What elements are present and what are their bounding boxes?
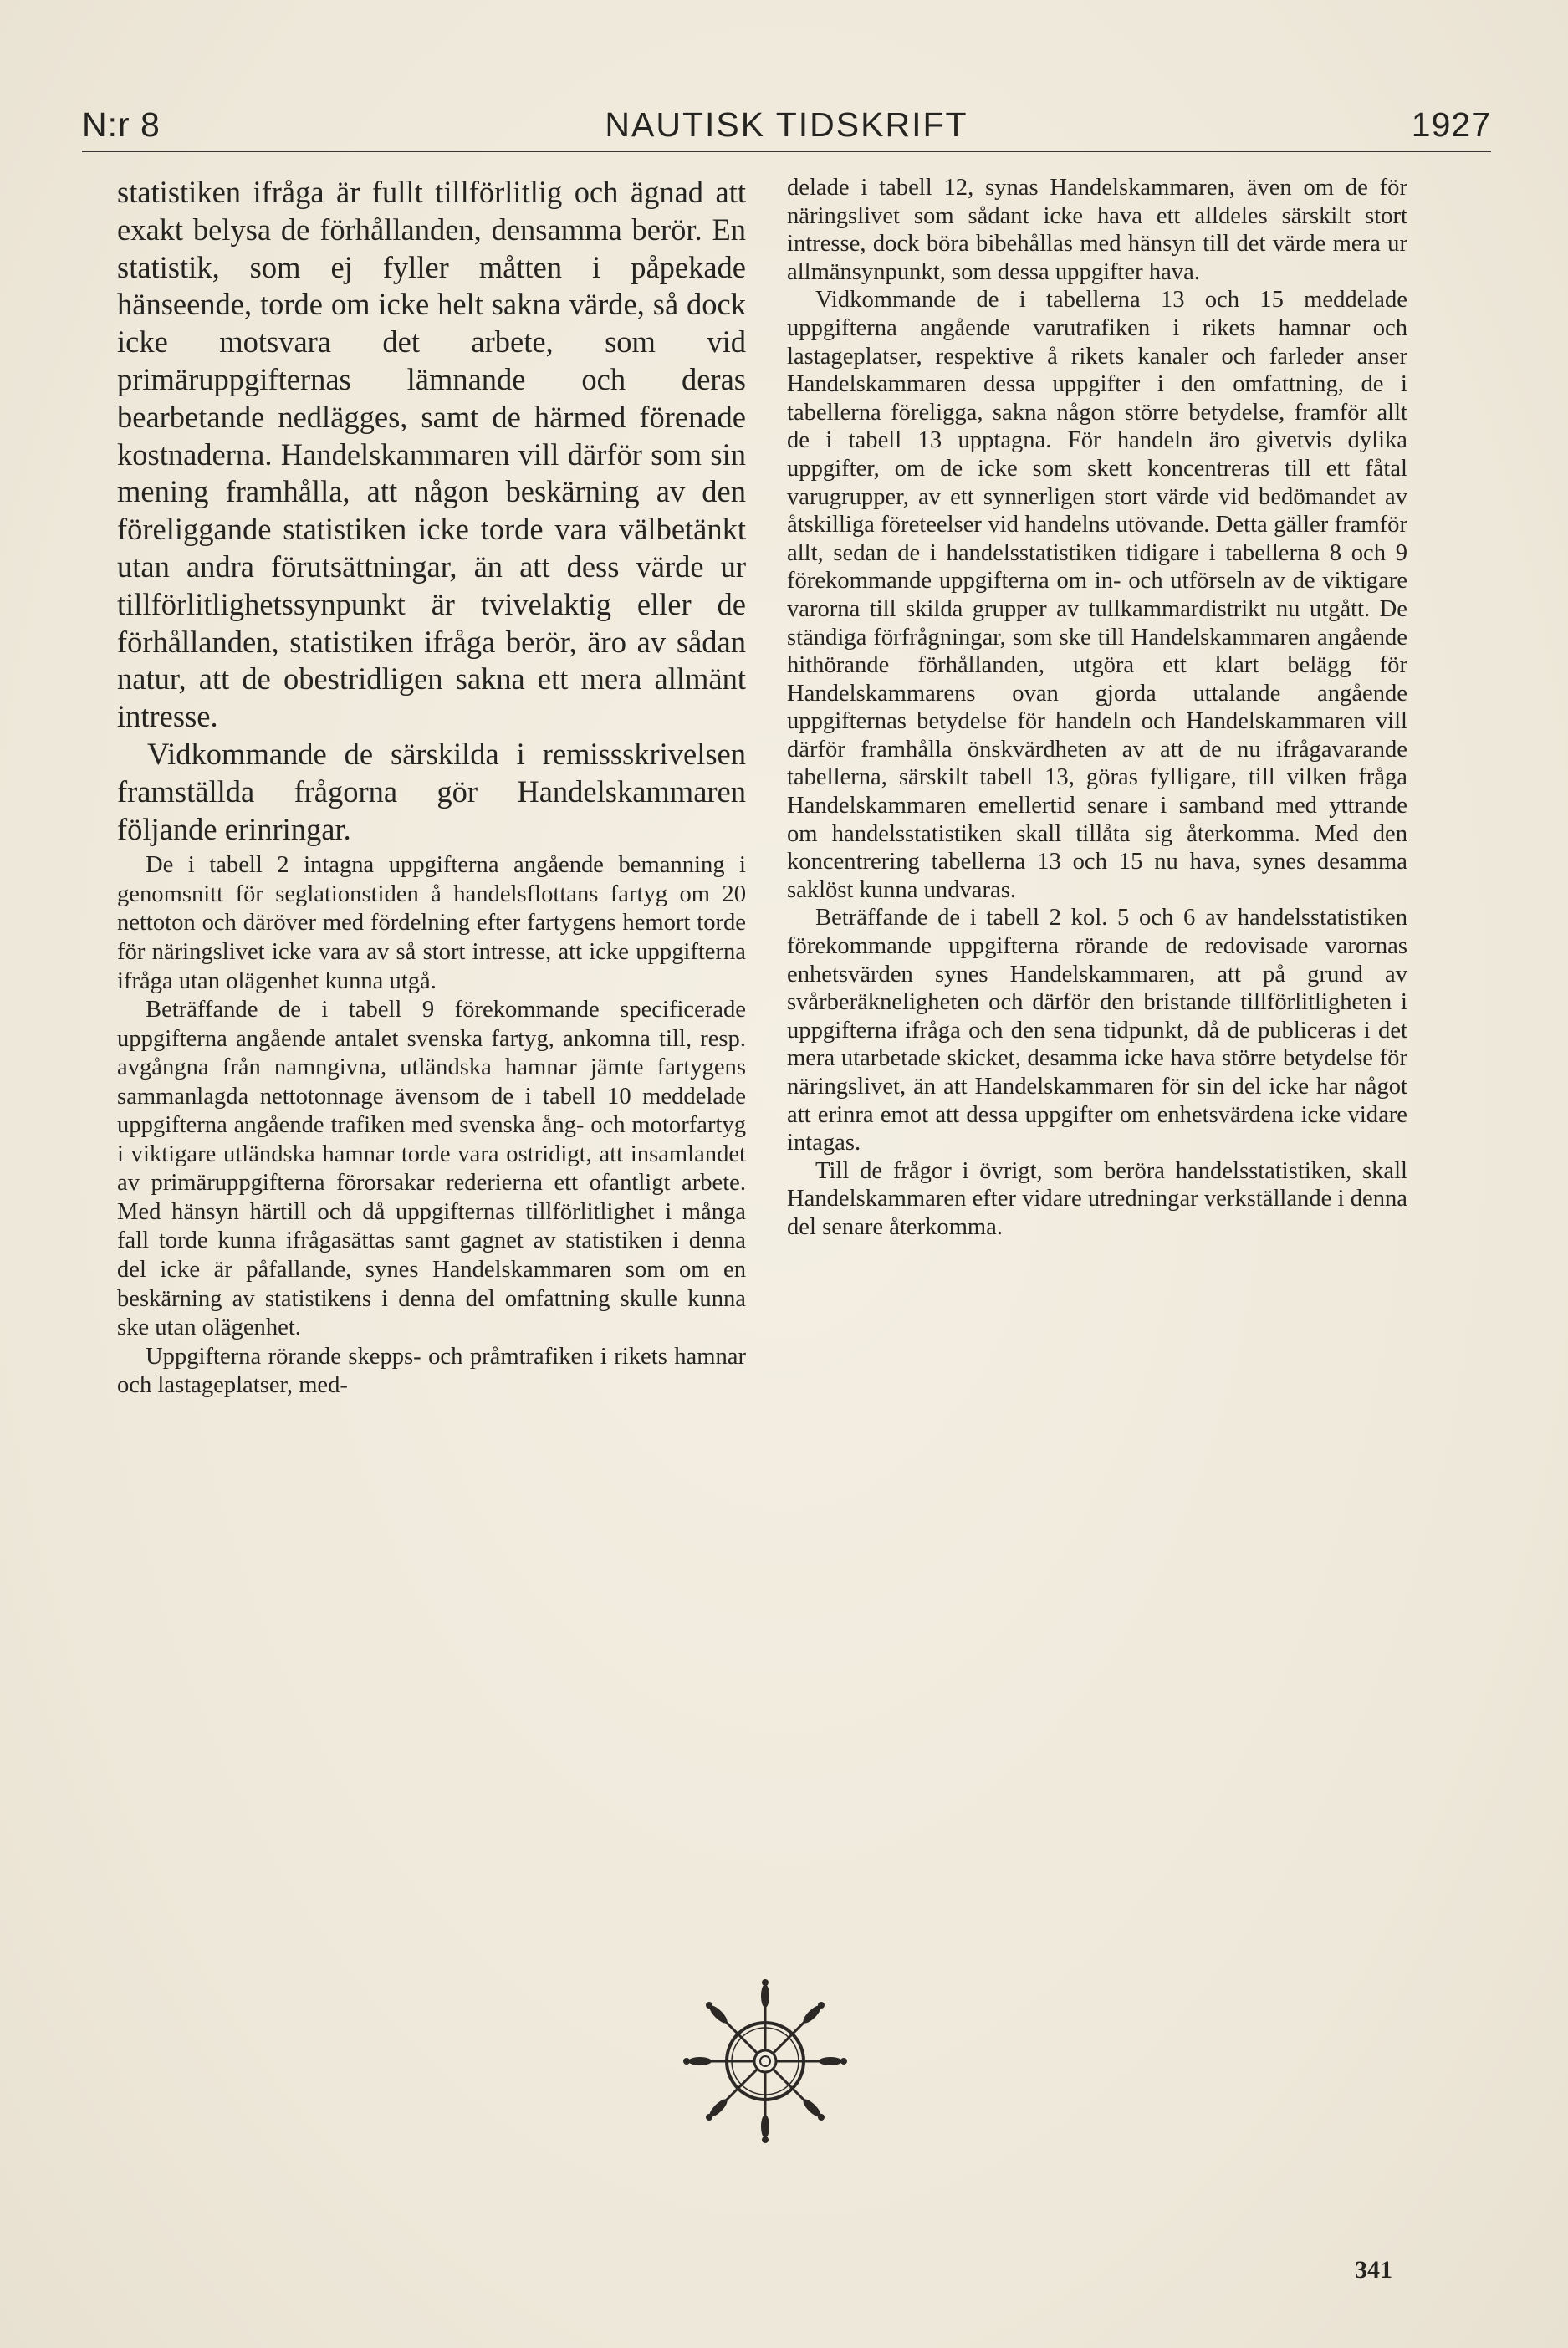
- issue-number: N:r 8: [82, 105, 161, 144]
- paragraph: Beträffande de i tabell 9 förekommande specificerade uppgifterna angående antalet svenska fartyg, ankomna till, resp. avgångna från namngivna, utländska hamnar jämte fartygens sammanlagda nettotonnage ävensom de i tabell 10 meddelade uppgifterna angående trafiken med svenska ång- och motorfartyg i viktigare utländska hamnar torde vara ostridigt, att insamlandet av primäruppgifterna förorsakar rederierna ett ofantligt arbete. Med hänsyn härtill och då uppgifternas tillförlitlighet i många fall torde kunna ifrågasättas samt gagnet av statistiken i denna del icke är påfallande, synes Handelskammaren som om en beskärning av statistikens i denna del omfattning skulle kunna ske utan olägenhet.: [117, 997, 746, 1341]
- ships-wheel-icon: [682, 1978, 849, 2145]
- paragraph: Beträffande de i tabell 2 kol. 5 och 6 av handelsstatistiken förekommande uppgifterna rörande de redovisade varornas enhetsvärden synes Handelskammaren, att på grund av svårberäkneligheten och därför den bristande tillförlitligheten i uppgifterna ifråga och den sena tidpunkt, då de publiceras i det mera utarbetade skicket, desamma icke hava större betydelse för näringslivet, än att Handelskammaren för sin del icke har något att erinra emot att dessa uppgifter om enhetsvärdena icke vidare intagas.: [787, 905, 1407, 1156]
- paragraph: Uppgifterna rörande skepps- och pråmtrafiken i rikets hamnar och lastageplatser, med-: [117, 1343, 746, 1399]
- paragraph: Vidkommande de i tabellerna 13 och 15 meddelade uppgifterna angående varutrafiken i rikets hamnar och lastageplatser, respektive å rikets kanaler och farleder anser Handelskammaren dessa uppgifter i den omfattning, de i tabellerna föreligga, sakna någon större betydelse, framför allt de i tabell 13 upptagna. För handeln äro givetvis dylika uppgifter, om de icke som skett koncentreras till ett fåtal varugrupper, av ett synnerligen stort värde vid bedömandet av åtskilliga företeelser vid handelns utövande. Detta gäller framför allt, sedan de i handelsstatistiken tidigare i tabellerna 8 och 9 förekommande uppgifterna om in- och utförseln av de viktigare varorna till skilda grupper av tullkammardistrikt nu utgått. De ständiga förfrågningar, som ske till Handelskammaren angående hithörande förhållanden, utgöra ett klart belägg för Handelskammarens ovan gjorda uttalande angående uppgifternas betydelse för handeln och Handelskammaren vill därför framhålla önskvärdheten av att de nu ifrågavarande tabellerna, särskilt tabell 13, göras fylligare, till vilken fråga Handelskammaren emellertid senare i samband med yttrande om handelsstatistiken skall tillåta sig återkomma. Med den koncentrering tabellerna 13 och 15 nu hava, synes desamma saklöst kunna undvaras.: [787, 287, 1407, 903]
- large-type-section: [117, 174, 746, 848]
- running-header: [82, 99, 1491, 152]
- page-number: 341: [1355, 2256, 1392, 2284]
- journal-title: NAUTISK TIDSKRIFT: [605, 105, 968, 144]
- left-column: [117, 174, 746, 1401]
- paragraph: delade i tabell 12, synas Handelskammaren, även om de för näringslivet som sådant icke hava ett alldeles särskilt stort intresse, dock böra bibehållas med hänsyn till det värde mera ur allmänsynpunkt, som dessa uppgifter hava.: [787, 175, 1407, 285]
- small-type-section: [117, 851, 746, 1400]
- paragraph: Vidkommande de särskilda i remissskrivelsen framställda frågorna gör Handelskammaren följande erinringar.: [117, 736, 746, 846]
- paragraph: De i tabell 2 intagna uppgifterna angående bemanning i genomsnitt för seglationstiden å handelsflottans fartyg om 20 nettoton och däröver med fördelning efter fartygens hemort torde för näringslivet icke vara av så stort intresse, att icke uppgifterna ifråga utan olägenhet kunna utgå.: [117, 852, 746, 994]
- paragraph: Till de frågor i övrigt, som beröra handelsstatistiken, skall Handelskammaren efter vidare utredningar verkställande i denna del senare återkomma.: [787, 1157, 1407, 1240]
- paragraph: statistiken ifråga är fullt tillförlitlig och ägnad att exakt belysa de förhållanden, densamma berör. En statistik, som ej fyller måtten i påpekade hänseende, torde om icke helt sakna värde, så dock icke motsvara det arbete, som vid primäruppgifternas lämnande och deras bearbetande nedlägges, samt de härmed förenade kostnaderna. Handelskammaren vill därför som sin mening framhålla, att någon beskärning av den föreliggande statistiken icke torde vara välbetänkt utan andra förutsättningar, än att dess värde ur tillförlitlighetssynpunkt är tvivelaktig eller de förhållanden, statistiken ifråga berör, äro av sådan natur, att de obestridligen sakna ett mera allmänt intresse.: [117, 175, 746, 734]
- year: 1927: [1411, 105, 1491, 144]
- right-column: [787, 174, 1407, 1242]
